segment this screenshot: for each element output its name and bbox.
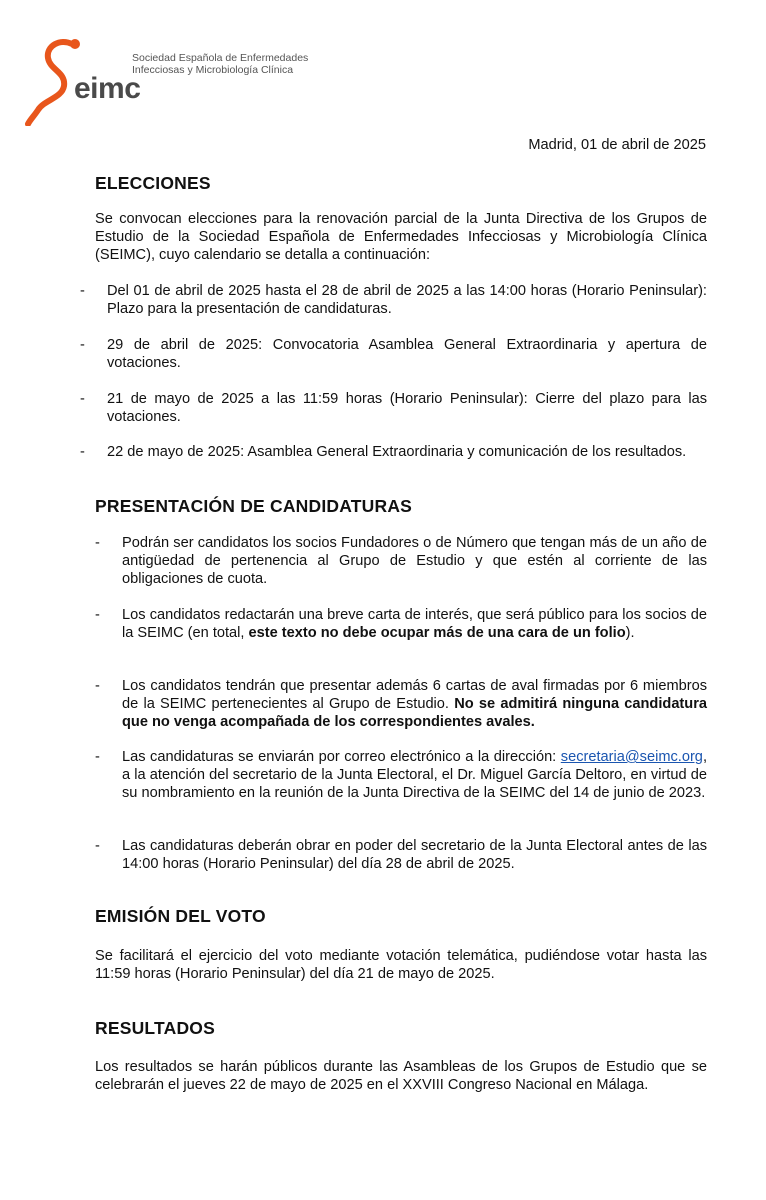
calendar-item-text: 29 de abril de 2025: Convocatoria Asamblea General Extraordinaria y apertura de votaciones. <box>107 337 707 372</box>
calendar-item-text: 21 de mayo de 2025 a las 11:59 horas (Horario Peninsular): Cierre del plazo para las votaciones. <box>107 391 707 426</box>
candidaturas-item-text <box>122 677 707 732</box>
elecciones-intro: Se convocan elecciones para la renovación parcial de la Junta Directiva de los Grupos de Estudio de la Sociedad Española de Enfermedades Infecciosas y Microbiología Clínica (SEIMC), cuyo calendario se detalla a continuación: <box>95 211 707 264</box>
list-dash: - <box>80 391 85 407</box>
logo-subtitle-line2: Infecciosas y Microbiología Clínica <box>132 64 294 76</box>
heading-elecciones: ELECCIONES <box>95 173 211 193</box>
list-dash: - <box>95 535 100 551</box>
text-run: , a la atención del secretario de la Junta Electoral, el Dr. Miguel García Deltoro, en virtud de su nombramiento en la reunión de la Junta Directiva de la SEIMC del 14 de junio de 2023. <box>122 749 707 802</box>
logo-wordmark: eimc <box>74 72 141 105</box>
text-run: ). <box>625 625 635 642</box>
list-dash: - <box>95 678 100 694</box>
heading-candidaturas: PRESENTACIÓN DE CANDIDATURAS <box>95 496 413 516</box>
candidaturas-item-text: Las candidaturas deberán obrar en poder del secretario de la Junta Electoral antes de las 14:00 horas (Horario Peninsular) del día 28 de abril de 2025. <box>122 838 707 873</box>
list-dash: - <box>95 749 100 765</box>
bold-text-run: No se admitirá ninguna candidatura que no venga acompañada de los correspondientes avales. <box>122 696 708 731</box>
candidaturas-item-text <box>122 606 707 642</box>
logo-subtitle-line1: Sociedad Española de Enfermedades <box>132 52 309 64</box>
text-run: Las candidaturas se enviarán por correo electrónico a la dirección: <box>122 749 561 765</box>
list-dash: - <box>80 444 85 460</box>
heading-resultados: RESULTADOS <box>95 1018 215 1038</box>
calendar-item-text: Del 01 de abril de 2025 hasta el 28 de abril de 2025 a las 14:00 horas (Horario Peninsular): Plazo para la presentación de candidaturas. <box>107 283 707 318</box>
bold-text-run: este texto no debe ocupar más de una cara de un folio <box>248 625 626 642</box>
voto-text: Se facilitará el ejercicio del voto mediante votación telemática, pudiéndose votar hasta las 11:59 horas (Horario Peninsular) del día 21 de mayo de 2025. <box>95 948 707 983</box>
resultados-text: Los resultados se harán públicos durante las Asambleas de los Grupos de Estudio que se celebrarán el jueves 22 de mayo de 2025 en el XXVIII Congreso Nacional en Málaga. <box>95 1059 707 1094</box>
list-dash: - <box>80 283 85 299</box>
candidaturas-item-text <box>122 748 707 803</box>
list-dash: - <box>95 838 100 854</box>
list-dash: - <box>80 337 85 353</box>
logo-subtitle <box>132 52 308 76</box>
list-dash: - <box>95 607 100 623</box>
email-link[interactable]: secretaria@seimc.org <box>560 749 703 765</box>
text-run: Los candidatos tendrán que presentar además 6 cartas de aval firmadas por 6 miembros de la SEIMC pertenecientes al Grupo de Estudio. <box>122 678 707 713</box>
document-date: Madrid, 01 de abril de 2025 <box>528 137 706 153</box>
seimc-logo-mark <box>22 36 82 126</box>
heading-voto: EMISIÓN DEL VOTO <box>95 906 266 926</box>
text-run: Los candidatos redactarán una breve carta de interés, que será público para los socios de la SEIMC (en total, <box>122 607 707 642</box>
candidaturas-item-text: Podrán ser candidatos los socios Fundadores o de Número que tengan más de un año de antigüedad de pertenencia al Grupo de Estudio y que estén al corriente de las obligaciones de cuota. <box>122 535 707 588</box>
calendar-item-text: 22 de mayo de 2025: Asamblea General Extraordinaria y comunicación de los resultados. <box>107 444 687 460</box>
seimc-logo <box>22 36 322 126</box>
